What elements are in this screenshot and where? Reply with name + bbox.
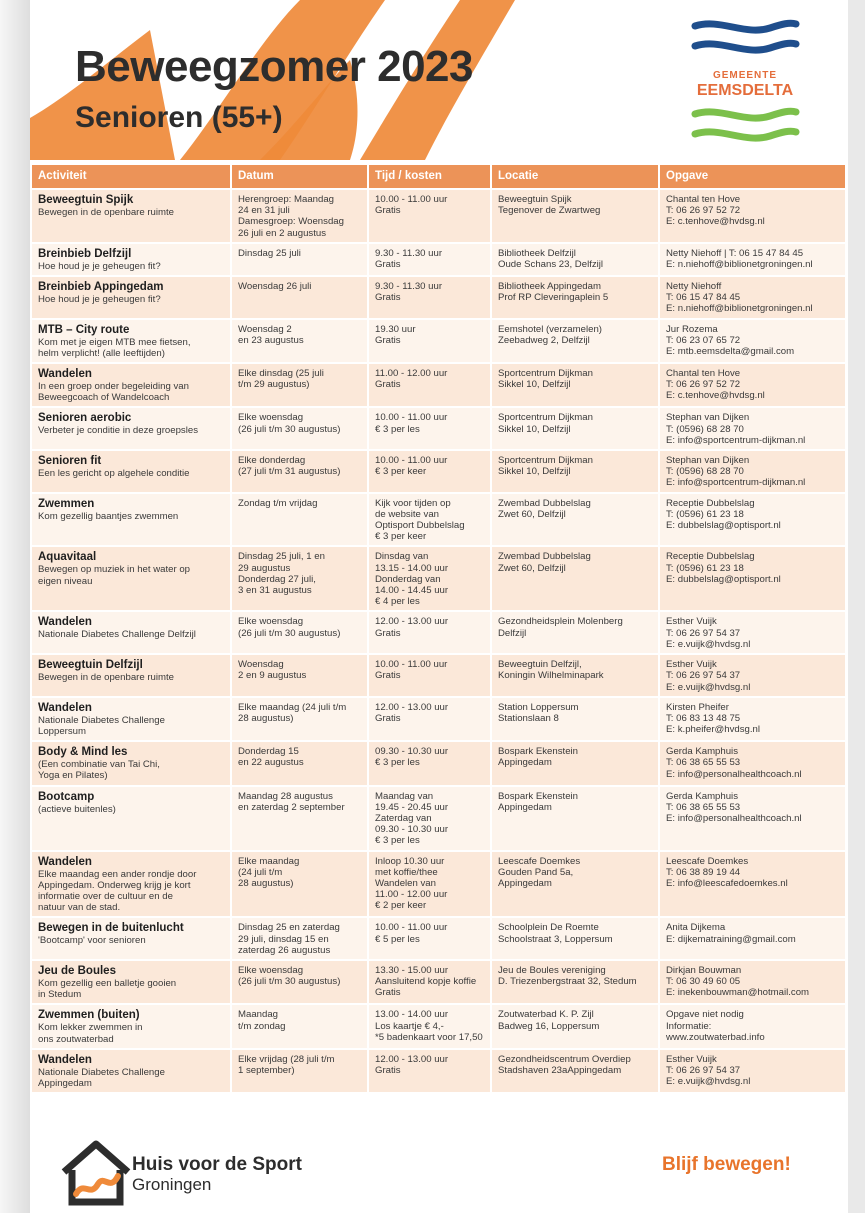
cell-locatie [491,917,659,960]
cell-locatie [491,741,659,785]
cell-datum [231,786,368,851]
activity-description: Hoe houd je je geheugen fit? [38,260,161,272]
cell-tijd-kosten [368,786,491,851]
activity-description: Bewegen op muziek in het water op eigen niveau [38,564,190,587]
cell-locatie [491,407,659,450]
cell-activiteit [32,319,231,363]
cell-locatie [491,1004,659,1048]
cell-datum-text: Donderdag 15 en 22 augustus [238,746,304,769]
cell-datum [231,546,368,611]
cell-opgave [659,243,846,276]
cell-locatie-text: Bospark Ekenstein Appingedam [498,790,578,813]
table-row [32,611,846,654]
footer-slogan: Blijf bewegen! [662,1154,791,1175]
table-row [32,786,846,851]
cell-tijd-kosten [368,697,491,741]
cell-datum-text: Woensdag 26 juli [238,281,312,293]
cell-opgave-text: Chantal ten Hove T: 06 26 97 52 72 E: c.tenhove@hvdsg.nl [666,194,765,228]
table-row [32,450,846,493]
table-row [32,1049,846,1092]
cell-locatie [491,960,659,1004]
cell-datum [231,363,368,407]
activity-description: Kom gezellig baantjes zwemmen [38,510,179,522]
cell-locatie-text: Jeu de Boules vereniging D. Triezenbergstraat 32, Stedum [498,964,637,988]
activity-name: Zwemmen (buiten) [38,1009,140,1022]
activity-name: Aquavitaal [38,551,97,564]
cell-tijd-kosten [368,654,491,697]
cell-datum-text: Zondag t/m vrijdag [238,497,318,509]
cell-opgave [659,319,846,363]
table-body [32,189,846,1092]
cell-datum-text: Herengroep: Maandag 24 en 31 juli Damesgroep: Woensdag 26 juli en 2 augustus [238,194,344,239]
cell-tijd-kosten-text: 12.00 - 13.00 uur Gratis [375,616,449,639]
cell-tijd-kosten [368,493,491,547]
table-row [32,546,846,611]
activity-description: Een les gericht op algehele conditie [38,468,190,480]
cell-locatie [491,697,659,741]
activity-description: 'Bootcamp' voor senioren [38,935,146,947]
cell-opgave [659,189,846,243]
cell-opgave [659,611,846,654]
flyer-sheet [30,0,848,1213]
activity-name: Bootcamp [38,790,95,803]
cell-activiteit [32,276,231,319]
cell-locatie [491,654,659,697]
cell-tijd-kosten [368,917,491,960]
cell-datum-text: Elke maandag (24 juli t/m 28 augustus) [238,855,300,889]
cell-datum [231,851,368,918]
cell-locatie [491,1049,659,1092]
cell-opgave-text: Stephan van Dijken T: (0596) 68 28 70 E: info@sportcentrum-dijkman.nl [666,412,806,446]
page-subtitle: Senioren (55+) [75,101,283,134]
cell-tijd-kosten-text: 12.00 - 13.00 uur Gratis [375,1053,449,1076]
cell-locatie-text: Sportcentrum Dijkman Sikkel 10, Delfzijl [498,412,593,435]
cell-datum-text: Elke woensdag (26 juli t/m 30 augustus) [238,616,341,639]
cell-tijd-kosten-text: 11.00 - 12.00 uur Gratis [375,368,448,391]
cell-locatie-text: Beweegtuin Spijk Tegenover de Zwartweg [498,194,601,217]
cell-locatie-text: Bibliotheek Delfzijl Oude Schans 23, Delfzijl [498,247,604,271]
cell-tijd-kosten [368,851,491,918]
cell-tijd-kosten-text: 9.30 - 11.30 uur Gratis [375,247,443,271]
cell-datum [231,276,368,319]
activity-description: Bewegen in de openbare ruimte [38,672,175,684]
cell-opgave-text: Gerda Kamphuis T: 06 38 65 55 53 E: info@personalhealthcoach.nl [666,790,802,824]
table-header-row [32,165,846,189]
column-header-datum: Datum [231,165,368,189]
cell-activiteit [32,189,231,243]
cell-tijd-kosten-text: Maandag van 19.45 - 20.45 uur Zaterdag van 09.30 - 10.30 uur € 3 per les [375,790,449,847]
page-edge [0,0,30,1213]
cell-locatie [491,243,659,276]
cell-activiteit [32,363,231,407]
cell-locatie [491,363,659,407]
cell-datum [231,1049,368,1092]
table-row [32,654,846,697]
cell-activiteit [32,407,231,450]
activity-table [32,165,847,1092]
cell-activiteit [32,917,231,960]
table-row [32,917,846,960]
cell-opgave [659,363,846,407]
cell-tijd-kosten-text: Kijk voor tijden op de website van Optisport Dubbelslag € 3 per keer [375,497,465,543]
cell-locatie-text: Gezondheidsplein Molenberg Delfzijl [498,616,623,639]
cell-datum [231,450,368,493]
cell-datum-text: Maandag t/m zondag [238,1009,286,1032]
cell-opgave [659,1004,846,1048]
cell-opgave-text: Receptie Dubbelslag T: (0596) 61 23 18 E: dubbelslag@optisport.nl [666,551,781,585]
cell-locatie [491,450,659,493]
cell-opgave [659,450,846,493]
page-title: Beweegzomer 2023 [75,42,473,91]
activity-name: Jeu de Boules [38,964,116,977]
activity-description: (actieve buitenles) [38,803,116,815]
cell-locatie [491,786,659,851]
activity-name: Breinbieb Delfzijl [38,247,132,260]
cell-opgave [659,654,846,697]
cell-locatie-text: Gezondheidscentrum Overdiep Stadshaven 23aAppingedam [498,1053,631,1076]
table-row [32,697,846,741]
cell-opgave-text: Netty Niehoff T: 06 15 47 84 45 E: n.niehoff@biblionetgroningen.nl [666,281,813,315]
cell-datum [231,741,368,785]
cell-opgave-text: Esther Vuijk T: 06 26 97 54 37 E: e.vuijk@hvdsg.nl [666,1053,751,1088]
cell-tijd-kosten [368,741,491,785]
activity-description: Kom lekker zwemmen in ons zoutwaterbad [38,1022,143,1045]
cell-tijd-kosten-text: 10.00 - 11.00 uur Gratis [375,194,448,217]
cell-datum-text: Dinsdag 25 juli [238,247,301,259]
cell-opgave [659,786,846,851]
cell-activiteit [32,741,231,785]
cell-locatie-text: Leescafe Doemkes Gouden Pand 5a, Appingedam [498,855,581,889]
cell-locatie [491,493,659,547]
cell-datum-text: Dinsdag 25 juli, 1 en 29 augustus Donderdag 27 juli, 3 en 31 augustus [238,551,325,597]
footer-org-name: Huis voor de Sport [132,1154,302,1175]
cell-opgave [659,276,846,319]
cell-tijd-kosten [368,611,491,654]
cell-opgave [659,697,846,741]
table-row [32,189,846,243]
cell-locatie-text: Zwembad Dubbelslag Zwet 60, Delfzijl [498,497,591,520]
activity-description: Nationale Diabetes Challenge Appingedam [38,1066,165,1089]
logo-text-eemsdelta: EEMSDELTA [696,82,794,99]
cell-activiteit [32,450,231,493]
column-header-opgave: Opgave [659,165,846,189]
table-row [32,319,846,363]
cell-activiteit [32,243,231,276]
cell-tijd-kosten-text: 09.30 - 10.30 uur € 3 per les [375,746,449,769]
table-row [32,407,846,450]
cell-locatie [491,546,659,611]
activity-description: Verbeter je conditie in deze groepsles [38,425,198,437]
table-row [32,851,846,918]
cell-activiteit [32,697,231,741]
activity-description: (Een combinatie van Tai Chi, Yoga en Pilates) [38,759,160,782]
cell-activiteit [32,611,231,654]
cell-datum-text: Woensdag 2 en 23 augustus [238,323,304,346]
activity-name: Senioren aerobic [38,412,132,425]
cell-tijd-kosten-text: 12.00 - 13.00 uur Gratis [375,701,449,724]
cell-datum [231,654,368,697]
activity-name: Beweegtuin Delfzijl [38,659,143,672]
table-row [32,741,846,785]
cell-locatie [491,851,659,918]
cell-opgave [659,960,846,1004]
huis-voor-de-sport-logo-icon [58,1136,142,1208]
activity-name: Bewegen in de buitenlucht [38,922,184,935]
cell-opgave [659,917,846,960]
cell-opgave-text: Netty Niehoff | T: 06 15 47 84 45 E: n.niehoff@biblionetgroningen.nl [666,247,813,271]
cell-opgave-text: Opgave niet nodig Informatie: www.zoutwaterbad.info [666,1009,765,1043]
cell-datum [231,319,368,363]
cell-locatie-text: Sportcentrum Dijkman Sikkel 10, Delfzijl [498,368,593,391]
cell-datum-text: Elke maandag (24 juli t/m 28 augustus) [238,701,347,724]
cell-opgave-text: Esther Vuijk T: 06 26 97 54 37 E: e.vuijk@hvdsg.nl [666,659,751,693]
cell-tijd-kosten [368,407,491,450]
table-row [32,960,846,1004]
cell-tijd-kosten [368,450,491,493]
cell-datum [231,917,368,960]
cell-opgave-text: Stephan van Dijken T: (0596) 68 28 70 E: info@sportcentrum-dijkman.nl [666,455,806,489]
cell-tijd-kosten-text: 9.30 - 11.30 uur Gratis [375,281,443,304]
cell-opgave [659,407,846,450]
cell-opgave-text: Kirsten Pheifer T: 06 83 13 48 75 E: k.pheifer@hvdsg.nl [666,701,760,736]
cell-locatie-text: Beweegtuin Delfzijl, Koningin Wilhelminapark [498,659,604,682]
cell-opgave-text: Leescafe Doemkes T: 06 38 89 19 44 E: info@leescafedoemkes.nl [666,855,788,889]
cell-tijd-kosten [368,243,491,276]
cell-activiteit [32,546,231,611]
cell-locatie-text: Schoolplein De Roemte Schoolstraat 3, Loppersum [498,922,613,945]
cell-activiteit [32,851,231,918]
cell-tijd-kosten [368,1004,491,1048]
cell-tijd-kosten [368,363,491,407]
activity-name: Wandelen [38,855,92,868]
table-row [32,1004,846,1048]
cell-tijd-kosten [368,319,491,363]
activity-description: Elke maandag een ander rondje door Appingedam. Onderweg krijg je kort informatie over de cultuur en de natuur van de stad. [38,868,197,914]
cell-datum-text: Elke donderdag (27 juli t/m 31 augustus) [238,455,341,478]
cell-tijd-kosten-text: 10.00 - 11.00 uur € 3 per les [375,412,448,435]
column-header-activiteit: Activiteit [32,165,231,189]
activity-description: Hoe houd je je geheugen fit? [38,294,161,306]
cell-datum [231,960,368,1004]
cell-tijd-kosten-text: 19.30 uur Gratis [375,323,416,346]
activity-name: Wandelen [38,368,92,381]
cell-activiteit [32,654,231,697]
cell-datum-text: Elke woensdag (26 juli t/m 30 augustus) [238,412,341,435]
cell-datum [231,243,368,276]
cell-locatie-text: Bibliotheek Appingedam Prof RP Cleveringaplein 5 [498,281,609,304]
cell-locatie [491,189,659,243]
cell-datum-text: Elke vrijdag (28 juli t/m 1 september) [238,1053,335,1076]
cell-tijd-kosten-text: 13.00 - 14.00 uur Los kaartje € 4,- *5 badenkaart voor 17,50 [375,1009,483,1043]
cell-locatie-text: Zwembad Dubbelslag Zwet 60, Delfzijl [498,551,591,574]
logo-text-gemeente: GEMEENTE [712,70,778,81]
activity-name: MTB – City route [38,323,130,336]
activity-name: Wandelen [38,1053,92,1066]
cell-locatie [491,276,659,319]
cell-datum-text: Elke dinsdag (25 juli t/m 29 augustus) [238,368,324,391]
footer-org-region: Groningen [132,1175,212,1194]
activity-name: Senioren fit [38,455,102,468]
cell-opgave [659,546,846,611]
cell-opgave-text: Dirkjan Bouwman T: 06 30 49 60 05 E: inekenbouwman@hotmail.com [666,964,810,999]
activity-description: Bewegen in de openbare ruimte [38,207,175,218]
activity-name: Beweegtuin Spijk [38,194,134,206]
activity-description: In een groep onder begeleiding van Beweegcoach of Wandelcoach [38,381,189,404]
cell-activiteit [32,493,231,547]
cell-datum [231,1004,368,1048]
cell-opgave-text: Anita Dijkema E: dijkematraining@gmail.com [666,922,796,945]
cell-datum-text: Dinsdag 25 en zaterdag 29 juli, dinsdag 15 en zaterdag 26 augustus [238,922,340,956]
table-row [32,276,846,319]
activity-name: Wandelen [38,701,92,714]
cell-opgave-text: Receptie Dubbelslag T: (0596) 61 23 18 E: dubbelslag@optisport.nl [666,497,781,532]
activity-description: Nationale Diabetes Challenge Delfzijl [38,629,196,641]
cell-opgave [659,851,846,918]
cell-locatie-text: Bospark Ekenstein Appingedam [498,746,578,769]
cell-datum [231,407,368,450]
activity-description: Kom met je eigen MTB mee fietsen, helm verplicht! (alle leeftijden) [38,336,191,359]
column-header-locatie: Locatie [491,165,659,189]
column-header-tijd-kosten: Tijd / kosten [368,165,491,189]
activity-name: Zwemmen [38,497,95,510]
cell-opgave [659,493,846,547]
cell-locatie-text: Station Loppersum Stationslaan 8 [498,701,579,724]
cell-opgave-text: Jur Rozema T: 06 23 07 65 72 E: mtb.eemsdelta@gmail.com [666,323,795,358]
cell-tijd-kosten [368,960,491,1004]
cell-datum [231,189,368,243]
cell-datum-text: Woensdag 2 en 9 augustus [238,659,307,682]
cell-activiteit [32,1004,231,1048]
activity-name: Breinbieb Appingedam [38,281,164,294]
cell-activiteit [32,786,231,851]
activity-name: Wandelen [38,616,92,629]
table-row [32,493,846,547]
cell-tijd-kosten-text: Inloop 10.30 uur met koffie/thee Wandelen van 11.00 - 12.00 uur € 2 per keer [375,855,448,912]
cell-datum [231,697,368,741]
activity-description: Kom gezellig een balletje gooien in Stedum [38,977,177,1001]
cell-opgave-text: Gerda Kamphuis T: 06 38 65 55 53 E: info@personalhealthcoach.nl [666,746,802,780]
cell-locatie-text: Zoutwaterbad K. P. Zijl Badweg 16, Loppersum [498,1009,600,1032]
cell-locatie-text: Sportcentrum Dijkman Sikkel 10, Delfzijl [498,455,593,478]
cell-activiteit [32,960,231,1004]
cell-datum [231,493,368,547]
activity-name: Body & Mind les [38,746,128,759]
cell-tijd-kosten-text: 10.00 - 11.00 uur € 5 per les [375,922,448,945]
activity-description: Nationale Diabetes Challenge Loppersum [38,714,165,737]
cell-opgave-text: Chantal ten Hove T: 06 26 97 52 72 E: c.tenhove@hvdsg.nl [666,368,765,402]
cell-opgave [659,741,846,785]
cell-datum-text: Elke woensdag (26 juli t/m 30 augustus) [238,964,341,988]
cell-tijd-kosten [368,276,491,319]
cell-tijd-kosten-text: 13.30 - 15.00 uur Aansluitend kopje koffie Gratis [375,964,477,999]
cell-datum [231,611,368,654]
cell-activiteit [32,1049,231,1092]
cell-datum-text: Maandag 28 augustus en zaterdag 2 september [238,790,345,813]
cell-tijd-kosten-text: 10.00 - 11.00 uur € 3 per keer [375,455,448,478]
cell-opgave-text: Esther Vuijk T: 06 26 97 54 37 E: e.vuijk@hvdsg.nl [666,616,751,650]
cell-tijd-kosten [368,1049,491,1092]
table-row [32,243,846,276]
cell-locatie [491,319,659,363]
cell-tijd-kosten [368,546,491,611]
table-row [32,363,846,407]
cell-tijd-kosten-text: 10.00 - 11.00 uur Gratis [375,659,448,682]
cell-locatie-text: Eemshotel (verzamelen) Zeebadweg 2, Delfzijl [498,323,602,346]
cell-tijd-kosten-text: Dinsdag van 13.15 - 14.00 uur Donderdag van 14.00 - 14.45 uur € 4 per les [375,551,449,608]
cell-tijd-kosten [368,189,491,243]
cell-locatie [491,611,659,654]
cell-opgave [659,1049,846,1092]
